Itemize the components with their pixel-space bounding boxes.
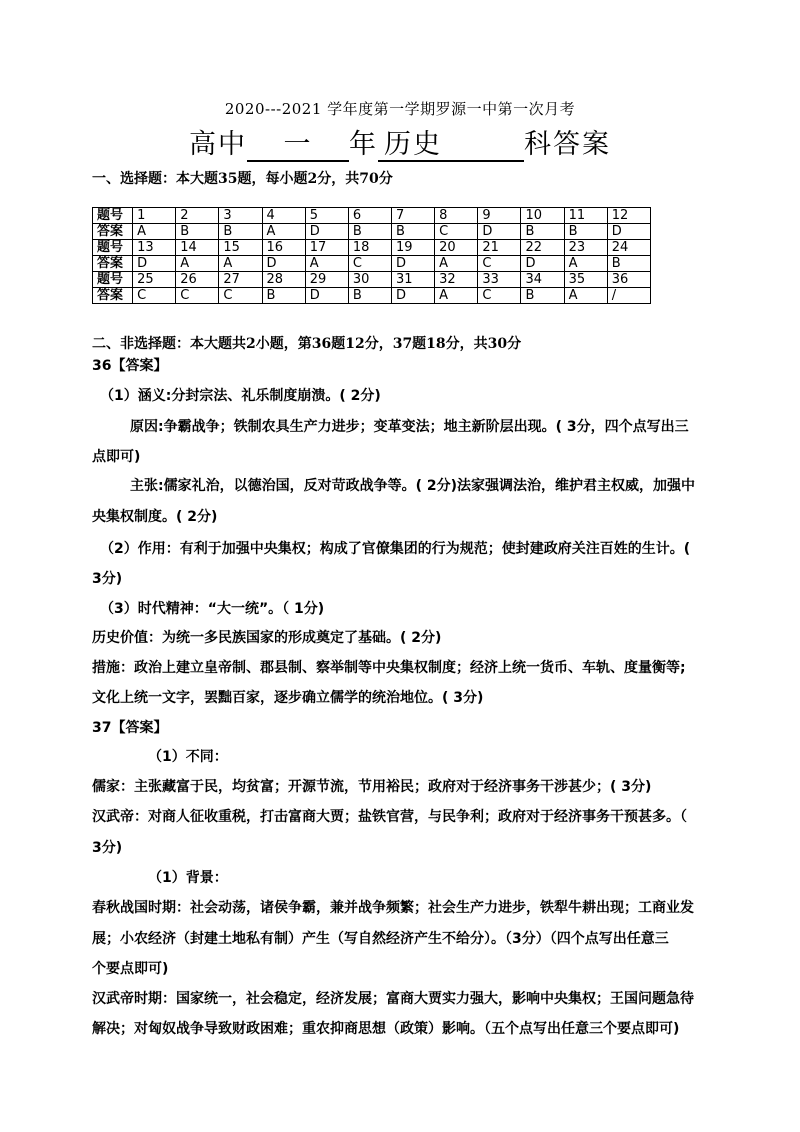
row-label: 题号 <box>93 208 133 224</box>
table-cell: 4 <box>262 208 305 224</box>
answer-line: 主张:儒家礼治，以德治国，反对苛政战争等。( 2分)法家强调法治，维护君主权威，加强中 <box>130 478 696 494</box>
table-cell: C <box>478 288 521 304</box>
answer-line: 儒家：主张藏富于民，均贫富；开源节流，节用裕民；政府对于经济事务干涉甚少；( 3分) <box>92 779 652 795</box>
table-cell: 26 <box>176 272 219 288</box>
answer-36-heading: 36【答案】 <box>92 358 168 374</box>
table-cell: 25 <box>133 272 176 288</box>
table-cell: C <box>133 288 176 304</box>
table-cell: D <box>478 224 521 240</box>
table-cell: 33 <box>478 272 521 288</box>
table-cell: C <box>435 224 478 240</box>
table-cell: A <box>219 256 262 272</box>
table-cell: D <box>133 256 176 272</box>
table-cell: 6 <box>348 208 391 224</box>
row-label: 题号 <box>93 240 133 256</box>
table-cell: A <box>176 256 219 272</box>
table-cell: A <box>435 288 478 304</box>
table-cell: 10 <box>521 208 564 224</box>
table-cell: A <box>133 224 176 240</box>
table-cell: C <box>176 288 219 304</box>
table-cell: 15 <box>219 240 262 256</box>
answer-line: 文化上统一文字，罢黜百家，逐步确立儒学的统治地位。( 3分) <box>92 690 484 706</box>
table-cell: 1 <box>133 208 176 224</box>
table-cell: B <box>607 256 650 272</box>
table-cell: D <box>305 224 348 240</box>
table-cell: 7 <box>392 208 435 224</box>
table-cell: 35 <box>564 272 607 288</box>
answer-line: 措施：政治上建立皇帝制、郡县制、察举制等中央集权制度；经济上统一货币、车轨、度量衡等; <box>92 660 686 676</box>
table-cell: A <box>305 256 348 272</box>
answer-line: 3分) <box>92 571 123 587</box>
table-cell: 32 <box>435 272 478 288</box>
answer-line: 3分) <box>92 840 123 856</box>
table-cell: C <box>478 256 521 272</box>
section1-title: 一、选择题：本大题35题，每小题2分，共70分 <box>92 171 393 187</box>
table-cell: A <box>564 288 607 304</box>
table-cell: / <box>607 288 650 304</box>
answer-line: （1）不同： <box>148 749 228 765</box>
table-cell: 28 <box>262 272 305 288</box>
row-label: 答案 <box>93 288 133 304</box>
table-cell: 27 <box>219 272 262 288</box>
table-cell: 11 <box>564 208 607 224</box>
table-cell: D <box>392 256 435 272</box>
table-cell: 34 <box>521 272 564 288</box>
answer-line: （2）作用：有利于加强中央集权；构成了官僚集团的行为规范；使封建政府关注百姓的生计。( <box>100 541 691 557</box>
table-cell: D <box>607 224 650 240</box>
table-cell: B <box>564 224 607 240</box>
table-cell: D <box>262 256 305 272</box>
answer-37-heading: 37【答案】 <box>92 720 168 736</box>
table-row <box>93 240 651 256</box>
table-row <box>93 272 651 288</box>
table-cell: 14 <box>176 240 219 256</box>
table-cell: B <box>521 224 564 240</box>
answer-line: 展；小农经济（封建土地私有制）产生（写自然经济产生不给分）。（3分）（四个点写出任意三 <box>92 931 669 947</box>
page-title <box>0 122 800 162</box>
table-cell: B <box>348 224 391 240</box>
table-cell: C <box>348 256 391 272</box>
answer-line: 个要点即可) <box>92 961 169 977</box>
table-cell: A <box>435 256 478 272</box>
table-cell: 13 <box>133 240 176 256</box>
answer-line: 点即可) <box>92 449 141 465</box>
row-label: 题号 <box>93 272 133 288</box>
answer-line: 原因:争霸战争；铁制农具生产力进步；变革变法；地主新阶层出现。( 3分，四个点写出三 <box>130 419 689 435</box>
table-cell: A <box>262 224 305 240</box>
table-cell: 2 <box>176 208 219 224</box>
table-cell: C <box>219 288 262 304</box>
table-cell: 23 <box>564 240 607 256</box>
table-cell: D <box>305 288 348 304</box>
row-label: 答案 <box>93 256 133 272</box>
table-cell: 29 <box>305 272 348 288</box>
table-cell: A <box>564 256 607 272</box>
answer-line: 解决；对匈奴战争导致财政困难；重农抑商思想（政策）影响。（五个点写出任意三个要点即可) <box>92 1021 680 1037</box>
table-cell: B <box>521 288 564 304</box>
table-cell: 3 <box>219 208 262 224</box>
answer-line: （3）时代精神：“大一统”。（ 1分) <box>100 601 325 617</box>
table-cell: B <box>348 288 391 304</box>
table-cell: 21 <box>478 240 521 256</box>
table-cell: D <box>392 288 435 304</box>
table-cell: B <box>392 224 435 240</box>
table-cell: B <box>262 288 305 304</box>
title-suffix: 科答案 <box>524 129 611 160</box>
table-row <box>93 224 651 240</box>
exam-header: 2020---2021 学年度第一学期罗源一中第一次月考 <box>224 100 576 118</box>
table-cell: 22 <box>521 240 564 256</box>
table-cell: 18 <box>348 240 391 256</box>
table-cell: 12 <box>607 208 650 224</box>
table-cell: 16 <box>262 240 305 256</box>
table-row <box>93 288 651 304</box>
title-year-char: 年 <box>349 129 378 160</box>
table-cell: B <box>176 224 219 240</box>
answer-line: 汉武帝：对商人征收重税，打击富商大贾；盐铁官营，与民争利；政府对于经济事务干预甚多。（ <box>92 809 687 825</box>
table-cell: 17 <box>305 240 348 256</box>
answer-line: 央集权制度。( 2分) <box>92 509 218 525</box>
title-prefix: 高中 <box>189 129 247 160</box>
answer-line: （1）涵义:分封宗法、礼乐制度崩溃。( 2分) <box>100 388 381 404</box>
table-cell: 36 <box>607 272 650 288</box>
table-cell: 20 <box>435 240 478 256</box>
table-cell: 24 <box>607 240 650 256</box>
answer-line: （1）背景： <box>148 870 228 886</box>
table-cell: 30 <box>348 272 391 288</box>
table-cell: 8 <box>435 208 478 224</box>
table-cell: 5 <box>305 208 348 224</box>
answer-table <box>92 207 651 304</box>
answer-line: 汉武帝时期：国家统一，社会稳定，经济发展；富商大贾实力强大，影响中央集权；王国问题急待 <box>92 991 694 1007</box>
table-cell: 19 <box>392 240 435 256</box>
row-label: 答案 <box>93 224 133 240</box>
subject-blank: 历史 <box>378 130 524 162</box>
table-cell: 9 <box>478 208 521 224</box>
answer-line: 历史价值：为统一多民族国家的形成奠定了基础。( 2分) <box>92 630 442 646</box>
table-row <box>93 208 651 224</box>
table-row <box>93 256 651 272</box>
grade-blank: 一 <box>247 130 349 162</box>
table-cell: B <box>219 224 262 240</box>
section2-title: 二、非选择题：本大题共2小题，第36题12分，37题18分，共30分 <box>92 336 522 352</box>
table-cell: D <box>521 256 564 272</box>
table-cell: 31 <box>392 272 435 288</box>
answer-line: 春秋战国时期：社会动荡，诸侯争霸，兼并战争频繁；社会生产力进步，铁犁牛耕出现；工商业发 <box>92 900 694 916</box>
